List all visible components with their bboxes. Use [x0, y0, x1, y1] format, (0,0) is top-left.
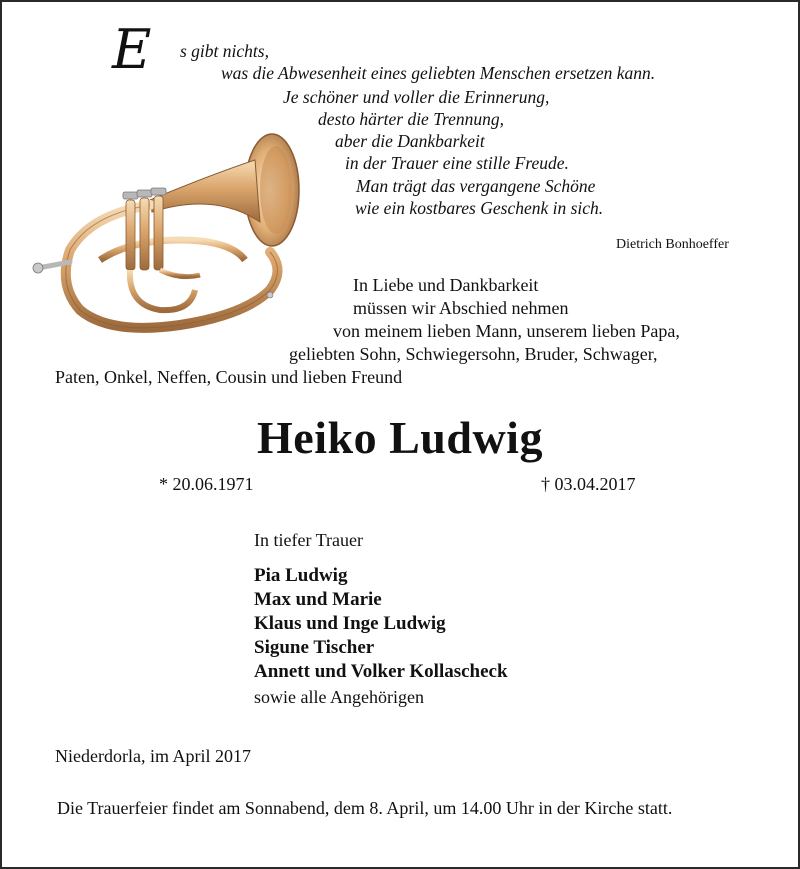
mourners-footer: sowie alle Angehörigen — [254, 687, 424, 707]
poem-line: Man trägt das vergangene Schöne — [356, 176, 596, 196]
poem-line: in der Trauer eine stille Freude. — [345, 153, 569, 173]
poem-line: desto härter die Trennung, — [318, 109, 505, 129]
poem-line: wie ein kostbares Geschenk in sich. — [355, 198, 604, 218]
intro-line: geliebten Sohn, Schwiegersohn, Bruder, Schwager, — [289, 344, 658, 364]
mourners-heading: In tiefer Trauer — [254, 530, 363, 550]
poem-initial: E — [112, 18, 152, 81]
mourner-name: Sigune Tischer — [254, 637, 375, 658]
death-date: † 03.04.2017 — [541, 474, 636, 494]
intro-line: In Liebe und Dankbarkeit — [353, 275, 539, 295]
intro-line: müssen wir Abschied nehmen — [353, 298, 569, 318]
flugelhorn-icon — [30, 130, 305, 345]
poem-author: Dietrich Bonhoeffer — [616, 237, 729, 252]
poem-line: s gibt nichts, — [180, 41, 269, 61]
intro-line: Paten, Onkel, Neffen, Cousin und lieben Freund — [55, 367, 403, 387]
intro-line: von meinem lieben Mann, unserem lieben Papa, — [333, 321, 680, 341]
poem-line: aber die Dankbarkeit — [335, 131, 485, 151]
mourner-name: Pia Ludwig — [254, 565, 348, 586]
service-notice: Die Trauerfeier findet am Sonnabend, dem 8. April, um 14.00 Uhr in der Kirche statt. — [57, 798, 673, 818]
poem-line: Je schöner und voller die Erinnerung, — [283, 87, 550, 107]
mourner-name: Annett und Volker Kollascheck — [254, 661, 508, 682]
place-date: Niederdorla, im April 2017 — [55, 746, 251, 766]
poem-line: was die Abwesenheit eines geliebten Menschen ersetzen kann. — [221, 63, 656, 83]
birth-date: * 20.06.1971 — [159, 474, 254, 494]
mourner-name: Max und Marie — [254, 589, 382, 610]
deceased-name: Heiko Ludwig — [257, 412, 543, 463]
mourner-name: Klaus und Inge Ludwig — [254, 613, 446, 634]
